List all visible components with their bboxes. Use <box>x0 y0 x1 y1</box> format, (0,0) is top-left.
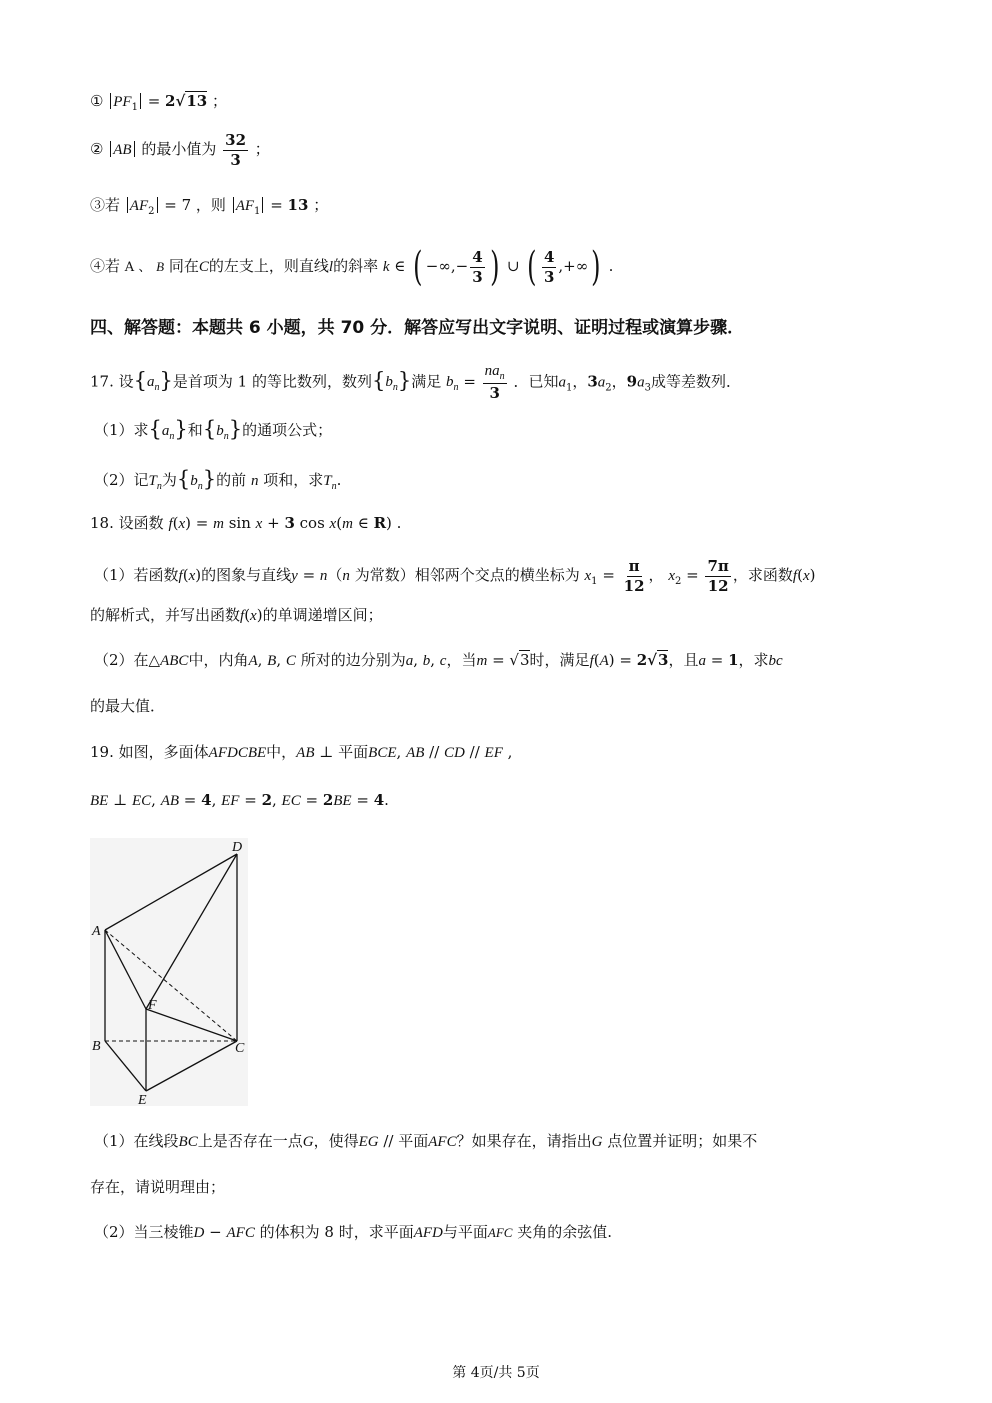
polyhedron-figure <box>90 838 260 1108</box>
q18-part2-line2: 的最大值． <box>90 697 166 715</box>
label-B: B <box>92 1039 101 1054</box>
q18-part2-line1: （2）在△ABC中，内角A, B, C 所对的边分别为a, b, c，当m = √3时，满足f(A) = 2√3，且a = 1，求bc <box>94 651 783 669</box>
item-2: ② AB 的最小值为 $\frac{32}{3}$ ； <box>90 131 270 169</box>
label-E: E <box>138 1093 147 1108</box>
item-4: ④若 A 、 B 同在C的左支上，则直线l的斜率 k ∈ ( −∞,− $\frac{4}{3}$ ) ∪ ( $\frac{4}{3}$ ,+∞) . <box>90 244 614 290</box>
q19-part2: （2）当三棱锥D − AFC 的体积为 8 时，求平面AFD与平面AFC 夹角的余弦值. <box>94 1223 613 1241</box>
label-F: F <box>148 998 157 1013</box>
label-A: A <box>92 924 101 939</box>
item-1: ① $PF_1 = 2√13$ ； <box>90 92 228 113</box>
q18-stem: 18. 设函数 f(x) = m sin x + 3 cos x(m ∈ R) . <box>90 514 402 532</box>
q19-part1-line2: 存在，请说明理由； <box>90 1178 226 1196</box>
q19-stem-line1: 19. 如图，多面体AFDCBE中，AB ⊥ 平面BCE, AB // CD // EF , <box>90 743 513 761</box>
label-D: D <box>232 840 243 855</box>
section-heading: 四、解答题：本题共 6 小题，共 70 分．解答应写出文字说明、证明过程或演算步骤． <box>90 318 745 338</box>
q17-stem: 17. 设$\{a_n\}$是首项为 1 的等比数列，数列$\{b_n\}$满足 $b_n$ = $\frac{na_n}{3}$ ．已知$a_1$，$3a_2$，$9a_3$成等差数列． <box>90 363 741 402</box>
item-3: ③若 $AF_2 = 7$ ，则 $AF_1 = 13$ ； <box>90 196 329 217</box>
q18-part1-line2: 的解析式，并写出函数f(x)的单调递增区间； <box>90 606 383 624</box>
q17-part1: （1）求$\{a_n\}$和$\{b_n\}$的通项公式； <box>94 417 333 442</box>
label-C: C <box>235 1041 245 1056</box>
page-footer: 第 4页/共 5页 <box>452 1365 540 1381</box>
q18-part1-line1: （1）若函数f(x)的图象与直线y = n（n 为常数）相邻两个交点的横坐标为 $x_1$ = $\frac{\pi}{12}$ ， $x_2$ = $\frac{7\pi}{12}$ ，求函数f(x) <box>94 557 816 595</box>
q19-part1-line1: （1）在线段BC上是否存在一点G，使得EG // 平面AFC？如果存在，请指出G 点位置并证明；如果不 <box>94 1132 758 1150</box>
q19-stem-line2: BE ⊥ EC, AB = 4, EF = 2, EC = 2BE = 4. <box>90 791 389 809</box>
q17-part2: （2）记$T_n$为$\{b_n\}$的前 n 项和，求$T_n$. <box>94 467 342 492</box>
